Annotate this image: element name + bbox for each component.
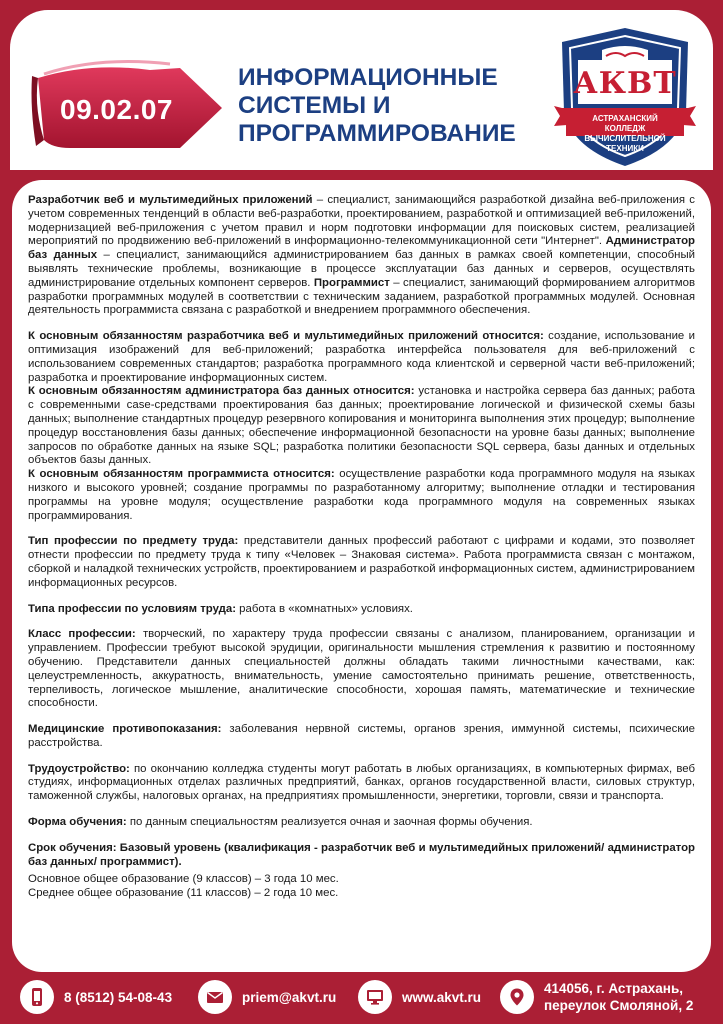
heading: Форма обучения: (28, 816, 127, 829)
text: представители данных профессий работают с цифрами и кодами, это позволяет отнести профессии по предмету труда к типу «Человек – Знаковая система». Работа программиста связан с монтажом, сборкой и наладкой технических устройств, проектированием и разработкой информационных систем, администрированием информационных ресурсов. (28, 535, 695, 589)
heading: Медицинские противопоказания: (28, 723, 222, 736)
text: создание, использование и оптимизация изображений для веб-приложений; разработка интерфейса пользователя для веб-приложений с использованием современных стандартов; разработка программного кода клиентской и серверной части веб-приложений; разработка и проектирование информационных систем. (28, 330, 695, 384)
heading: К основным обязанностям администратора баз данных относится: (28, 385, 415, 398)
heading: Класс профессии: (28, 628, 136, 641)
paragraph-contraindications (28, 723, 695, 751)
text: заболевания нервной системы, органов зрения, иммунной системы, психические расстройства. (28, 723, 695, 749)
heading: Тип профессии по предмету труда: (28, 535, 239, 548)
title-line: ПРОГРАММИРОВАНИЕ (238, 120, 516, 147)
paragraph-profession-type (28, 535, 695, 590)
paragraph-study-form (28, 816, 695, 830)
text: – специалист, занимающийся разработкой дизайна веб-приложения с учетом современных тенденций в области веб-разработки, проектированием, разработкой и оптимизацией веб-приложений, модернизацией веб-приложения с учетом правил и норм подготовки информации для поисковых систем, реализацией мероприятий по продвижению веб-приложений в информационно-телекоммуникационной сети "Интернет". (28, 194, 695, 248)
title-line: ИНФОРМАЦИОННЫЕ (238, 64, 498, 91)
heading: К основным обязанностям программиста относится: (28, 468, 335, 481)
specialty-code: 09.02.07 (60, 94, 173, 125)
paragraph-web-duties (28, 330, 695, 385)
heading: Типа профессии по условиям труда: (28, 602, 237, 615)
header (10, 10, 713, 170)
heading: К основным обязанностям разработчика веб и мультимедийных приложений относится: (28, 330, 544, 343)
address (544, 980, 693, 1014)
mail-icon (198, 980, 232, 1014)
phone-icon (20, 980, 54, 1014)
page-title (238, 64, 538, 148)
text: по окончанию колледжа студенты могут работать в любых организациях, в компьютерных фирмах, веб студиях, информационных отделах различных предприятий, банках, органов государственной власти, силовых структур, таможенной службы, налоговых органах, на предприятиях промышленности, энергетики, торговли, связи и транспорта. (28, 762, 695, 803)
title-line: СИСТЕМЫ И (238, 92, 391, 119)
text: по данным специальностям реализуется очная и заочная формы обучения. (126, 816, 533, 829)
heading: Срок обучения: Базовый уровень (квалификация - разработчик веб и мультимедийных приложений/ администратор баз данных/ программист). (28, 841, 695, 868)
paragraph-profession-class (28, 628, 695, 711)
logo-name-line: ВЫЧИСЛИТЕЛЬНОЙ ТЕХНИКИ (584, 134, 666, 153)
text: работа в «комнатных» условиях. (236, 602, 413, 615)
footer (10, 976, 713, 1018)
text: – специалист, занимающийся администрированием баз данных в рамках своей компетенции, способный выявлять технические проблемы, возникающие в процессе эксплуатации баз данных и серверов, осуществлять администрирование отдельных компонент серверов. (28, 249, 695, 289)
phone-number: 8 (8512) 54-08-43 (64, 989, 173, 1005)
paragraph-work-conditions (28, 603, 695, 617)
term-db-admin: Администратор баз данных (28, 235, 695, 262)
duration-basic: Основное общее образование (9 классов) – 3 года 10 мес. (28, 873, 339, 886)
logo-name-line: АСТРАХАНСКИЙ КОЛЛЕДЖ (592, 114, 658, 133)
text: установка и настройка сервера баз данных; работа с современными case-средствами проектирования баз данных; проектирование логической и физической схемы базы данных; выполнение стандартных процедур резервного копирования и мониторинга выполнения этих процедур; выполнение процедур восстановления базы данных; обеспечение информационной безопасности на уровне базы данных; выполнение запросов по обработке данных на языке SQL; разработка политики безопасности SQL сервера, базы данных и отдельных объектов базы данных. (28, 385, 695, 467)
paragraph-roles (28, 194, 695, 318)
address-line: 414056, г. Астрахань, (544, 981, 683, 996)
text: осуществление разработки кода программного модуля на языках низкого и высокого уровней; создание программы по разработанному алгоритму; выполнение отладки и тестирования программы на уровне модуля; осуществление разработки кода программного модуля на современных языках программирования. (28, 468, 696, 522)
footer-website[interactable] (358, 976, 481, 1018)
duration-secondary: Среднее общее образование (11 классов) – 2 года 10 мес. (28, 887, 339, 900)
heading: Трудоустройство: (28, 762, 130, 775)
logo-college-name (572, 114, 678, 154)
specialty-code-ribbon (30, 48, 225, 158)
footer-address (500, 976, 693, 1018)
content-panel (12, 180, 711, 972)
paragraph-employment (28, 763, 695, 804)
paragraph-study-duration (28, 842, 695, 870)
paragraph-db-duties (28, 385, 695, 468)
text: творческий, по характеру труда профессии связаны с анализом, планированием, организации и управлением. Профессии требуют высокой эрудиции, оригинальности мышления стремления к развитию и постоянному обучению. Представители данных специальностей должны обладать такими личностными качествами, как: целеустремленность, аккуратность, внимательность, умение самостоятельно принимать решение, ответственность, терпеливость, логическое мышление, аналитические способности, хорошая память, математические и технические способности. (28, 628, 695, 710)
website-url: www.akvt.ru (402, 989, 482, 1005)
footer-phone[interactable] (20, 976, 172, 1018)
paragraph-programmer-duties (28, 468, 695, 523)
term-programmer: Программист (313, 276, 390, 289)
email-address: priem@akvt.ru (242, 989, 337, 1005)
text: – специалист, занимающий формированием алгоритмов разработки программных модулей в соответствии с техническим заданием, разработкой программных модулей. Основная деятельность программиста связана с разработкой и внедрением программного обеспечения. (28, 276, 695, 317)
location-pin-icon (500, 980, 534, 1014)
logo-abbreviation: АКВТ (573, 66, 677, 101)
address-line: переулок Смоляной, 2 (544, 998, 694, 1013)
college-logo (550, 20, 700, 170)
monitor-icon (358, 980, 392, 1014)
term-web-developer: Разработчик веб и мультимедийных приложений (28, 194, 313, 206)
footer-email[interactable] (198, 976, 336, 1018)
